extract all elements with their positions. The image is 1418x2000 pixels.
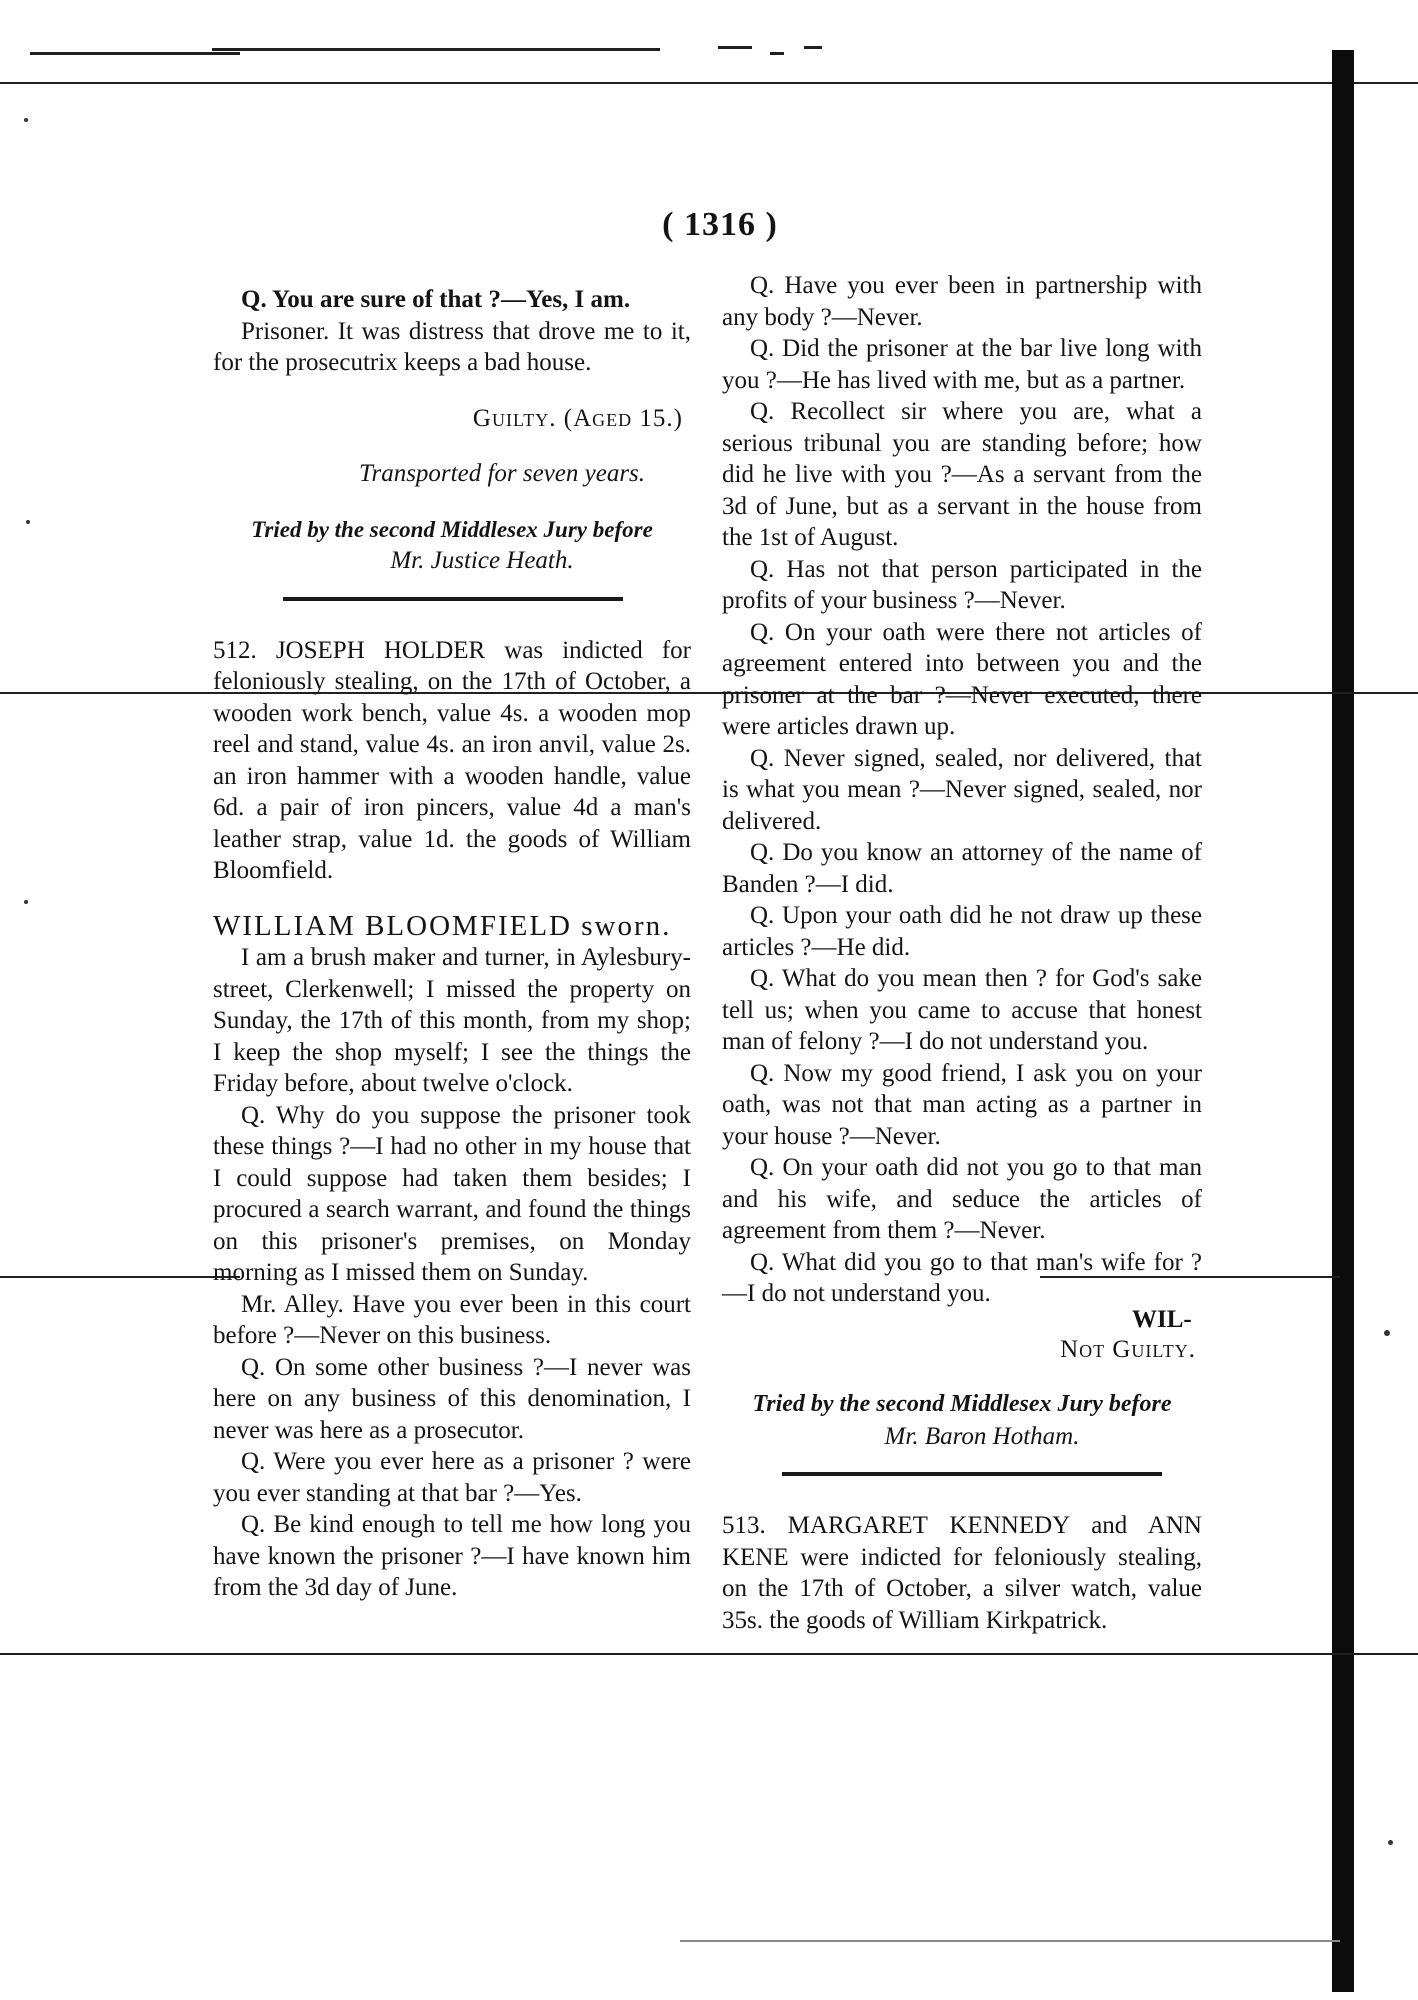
scan-edge-bar [1332,50,1354,1992]
question-text: Q. What do you mean then ? for God's sake tell us; when you came to accuse that honest man of felony ?—I do not understand you. [722,965,1202,1055]
question-text: Q. Now my good friend, I ask you on your oath, was not that man acting as a partner in your house ?—Never. [722,1059,1202,1150]
trial-line-1: Tried by the second Middlesex Jury before [752,1391,1172,1417]
right-column [722,270,1202,1636]
question-text: Q. Never signed, sealed, nor delivered, that is what you mean ?—Never signed, sealed, nor delivered. [722,744,1202,835]
sentence: Transported for seven years. [358,460,646,487]
header-rule [0,82,1418,84]
section-divider [283,597,623,601]
question-text: Q. Why do you suppose the prisoner took these things ?—I had no other in my house that I could suppose had taken them besides; I procured a search warrant, and found the things on this prisoner's premises, on Monday morning as I missed them on Sunday. [213,1101,691,1286]
top-rule-left [30,52,240,55]
page-number: ( 1316 ) [662,206,778,243]
witness-testimony: I am a brush maker and turner, in Aylesbury-street, Clerkenwell; I missed the property on Sunday, the 17th of this month, from my shop; I keep the shop myself; I see the things the Friday before, about twelve o'clock. [213,944,691,1097]
case-indictment: 512. JOSEPH HOLDER was indicted for feloniously stealing, on the 17th of October, a wooden work bench, value 4s. a wooden mop reel and stand, value 4s. an iron anvil, value 2s. an iron hammer with a wooden handle, value 6d. a pair of iron pincers, value 4d a man's leather strap, value 1d. the goods of William Bloomfield. [213,636,691,884]
margin-speck [26,520,30,524]
scan-line [0,1653,1418,1655]
margin-speck [24,900,28,904]
scan-line [0,1276,240,1278]
margin-speck [1384,1330,1390,1336]
question-text: Q. Were you ever here as a prisoner ? were you ever standing at that bar ?—Yes. [213,1448,691,1507]
trial-line-2: Mr. Justice Heath. [390,547,574,574]
question-text: Q. You are sure of that ?—Yes, I am. [241,286,631,313]
trial-line-2: Mr. Baron Hotham. [884,1422,1080,1450]
question-text: Q. On your oath were there not articles of agreement entered into between you and the prisoner at the bar ?—Never executed, there were articles drawn up. [722,618,1202,740]
margin-speck [1388,1840,1393,1845]
top-rule-dash [718,46,752,49]
left-column [213,284,691,1604]
question-text: Q. On your oath did not you go to that man and his wife, and seduce the articles of agreement from them ?—Never. [722,1154,1202,1244]
top-rule-mid [212,48,660,51]
question-text: Q. Do you know an attorney of the name of Banden ?—I did. [722,839,1202,898]
question-text: Q. Be kind enough to tell me how long you have known the prisoner ?—I have known him from the 3d day of June. [213,1511,691,1601]
question-text: Q. Has not that person participated in the profits of your business ?—Never. [722,555,1202,614]
section-divider [782,1472,1162,1476]
trial-line-1: Tried by the second Middlesex Jury before [251,516,653,542]
scan-line [680,1940,1340,1942]
question-text: Q. Did the prisoner at the bar live long with you ?—He has lived with me, but as a partner. [722,335,1202,394]
question-text: Q. Recollect sir where you are, what a serious tribunal you are standing before; how did he live with you ?—As a servant from the 3d of June, but as a servant in the house from the 1st of August. [722,398,1202,551]
case-indictment: 513. MARGARET KENNEDY and ANN KENE were indicted for feloniously stealing, on the 17th of October, a silver watch, value 35s. the goods of William Kirkpatrick. [722,1512,1202,1634]
top-rule-dash [770,52,784,55]
margin-speck [24,118,28,122]
counsel-question: Mr. Alley. Have you ever been in this court before ?—Never on this business. [213,1290,691,1349]
question-text: Q. Have you ever been in partnership with any body ?—Never. [722,272,1202,331]
verdict: Not Guilty. [1060,1335,1196,1363]
question-text: Q. Upon your oath did he not draw up these articles ?—He did. [722,902,1202,961]
catchword: WIL- [1132,1306,1192,1333]
question-text: Q. What did you go to that man's wife for ?—I do not understand you. [722,1248,1202,1307]
question-text: Q. On some other business ?—I never was here on any business of this denomination, I never was here as a prosecutor. [213,1353,691,1444]
witness-heading: WILLIAM BLOOMFIELD sworn. [213,909,672,942]
prisoner-statement: Prisoner. It was distress that drove me to it, for the prosecutrix keeps a bad house. [213,317,691,376]
top-rule-dash [804,46,822,49]
verdict: Guilty. (Aged 15.) [472,404,683,432]
